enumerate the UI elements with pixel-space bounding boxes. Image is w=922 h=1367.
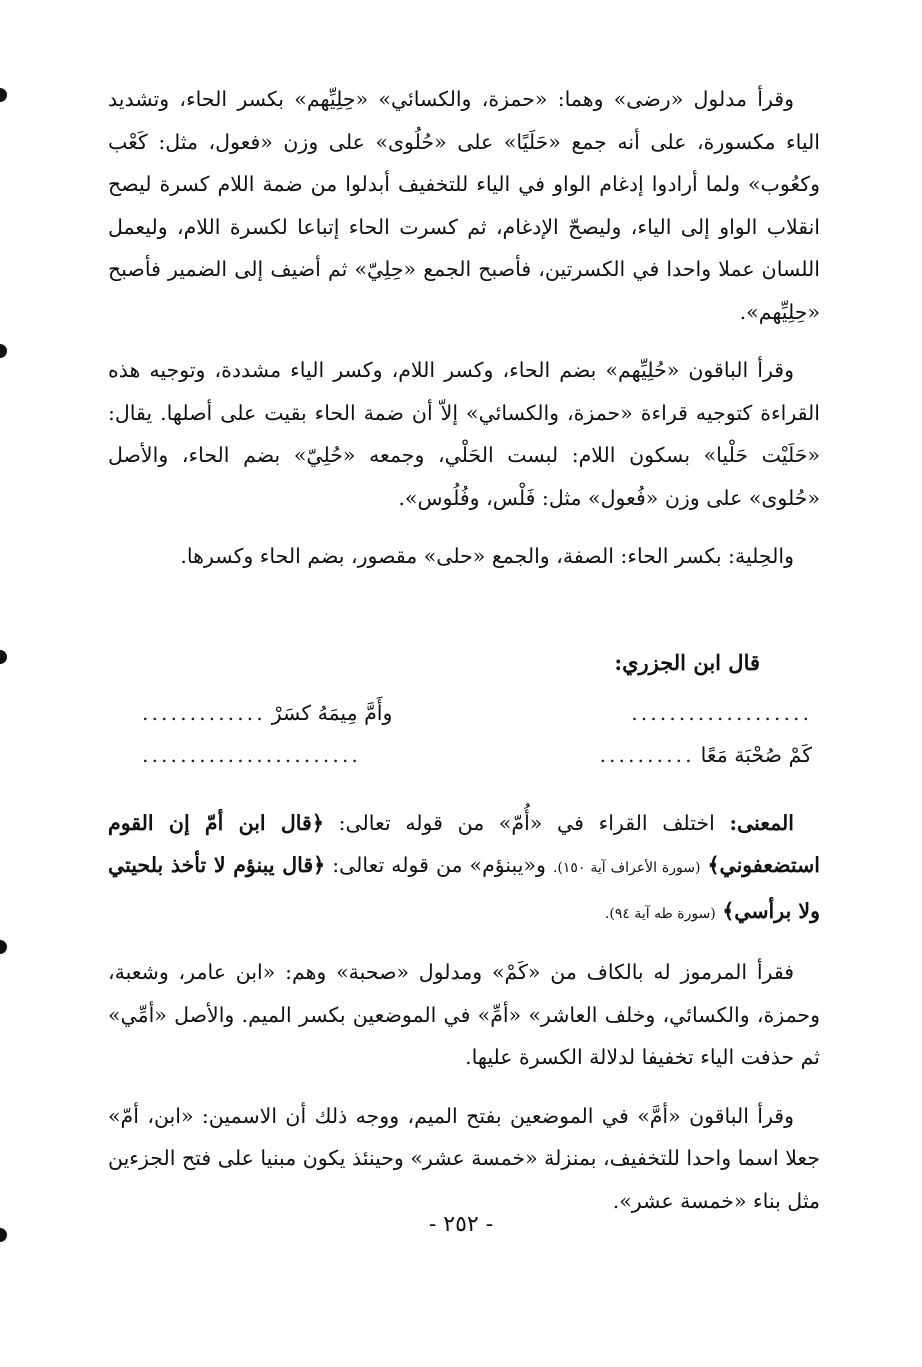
paragraph-2: وقرأ الباقون «حُلِيِّهم» بضم الحاء، وكسر اللام، وكسر الياء مشددة، وتوجيه هذه القراءة كتوجيه قراءة «حمزة، والكسائي» إلاّ أن ضمة الحاء بقيت على أصلها. يقال: «حَلَيْت حَلْيا» بسكون اللام: لبست الحَلْي، وجمعه «حُلِيّ» بضم الحاء، والأصل «حُلوى» على وزن «فُعول» مثل: فَلْس، وفُلُوس».	[108, 358, 820, 510]
verse-block	[108, 692, 820, 776]
verse-hemistich-right	[599, 743, 812, 767]
scan-mark	[0, 344, 7, 358]
verse-text: كَمْ صُحْبَة مَعًا	[700, 742, 812, 767]
verse-line-2	[142, 734, 812, 776]
verse-hemistich-left	[142, 701, 392, 725]
meaning-paragraph	[108, 802, 820, 936]
paragraph-5: وقرأ الباقون «أمَّ» في الموضعين بفتح الميم، ووجه ذلك أن الاسمين: «ابن، أمّ» جعلا اسما واحدا للتخفيف، بمنزلة «خمسة عشر» وحينئذ يكون مبنيا على فتح الجزءين مثل بناء «خمسة عشر».	[108, 1103, 820, 1213]
scan-mark	[0, 940, 7, 954]
verse-line-1	[142, 692, 812, 734]
quran-quote-2: ﴿قال يبنؤم لا تأخذ بلحيتي ولا برأسي﴾	[108, 853, 820, 923]
section-heading: قال ابن الجزري:	[614, 649, 760, 675]
page-number: - ٢٥٢ -	[428, 1212, 494, 1237]
paragraph-1: وقرأ مدلول «رضى» وهما: «حمزة، والكسائي» «حِلِيِّهم» بكسر الحاء، وتشديد الياء مكسورة، على أنه جمع «حَلَيًا» على «حُلُوى» على وزن «فعول، مثل: كَعْب وكعُوب» ولما أرادوا إدغام الواو في الياء للتخفيف أبدلوا من ضمة اللام كسرة ليصح انقلاب الواو إلى الياء، وليصحّ الإدغام، ثم كسرت الحاء إتباعا لكسرة اللام، وليعمل اللسان عملا واحدا في الكسرتين، فأصبح الجمع «حِلِيّ» ثم أضيف إلى الضمير فأصبح «حِلِيِّهم».	[108, 87, 820, 324]
surah-reference-2: (سورة طه آية ٩٤).	[604, 905, 716, 922]
surah-reference-1: (سورة الأعراف آية ١٥٠).	[552, 860, 701, 876]
verse-hemistich-left	[142, 743, 361, 767]
ellipsis-dots: ...................	[631, 700, 812, 725]
ellipsis-dots: .............	[142, 700, 266, 725]
paragraph-4: فقرأ المرموز له بالكاف من «كَمْ» ومدلول «صحبة» وهم: «ابن عامر، وشعبة، وحمزة، والكسائي، وخلف العاشر» «أمِّ» في الموضعين بكسر الميم. والأصل «أمِّي» ثم حذفت الياء تخفيفا لدلالة الكسرة عليها.	[108, 960, 820, 1069]
meaning-label: المعنى:	[729, 810, 794, 835]
scan-mark	[0, 650, 7, 664]
ellipsis-dots: .......................	[142, 742, 361, 767]
ellipsis-dots: ..........	[599, 742, 695, 767]
meaning-text-2: و«يبنؤم» من قوله تعالى:	[332, 853, 546, 877]
page-body	[108, 78, 820, 1238]
verse-hemistich-right	[631, 701, 812, 725]
quran-quote-1: ﴿قال ابن أمّ إن القوم استضعفوني﴾	[108, 810, 820, 877]
scan-mark	[0, 88, 7, 102]
meaning-text-1: اختلف القراء في «أُمّ» من قوله تعالى:	[338, 810, 715, 835]
verse-text: وأَمَّ مِيمَهُ كسَرْ	[271, 700, 393, 725]
paragraph-3: والحِلية: بكسر الحاء: الصفة، والجمع «حلى» مقصور، بضم الحاء وكسرها.	[180, 544, 794, 568]
